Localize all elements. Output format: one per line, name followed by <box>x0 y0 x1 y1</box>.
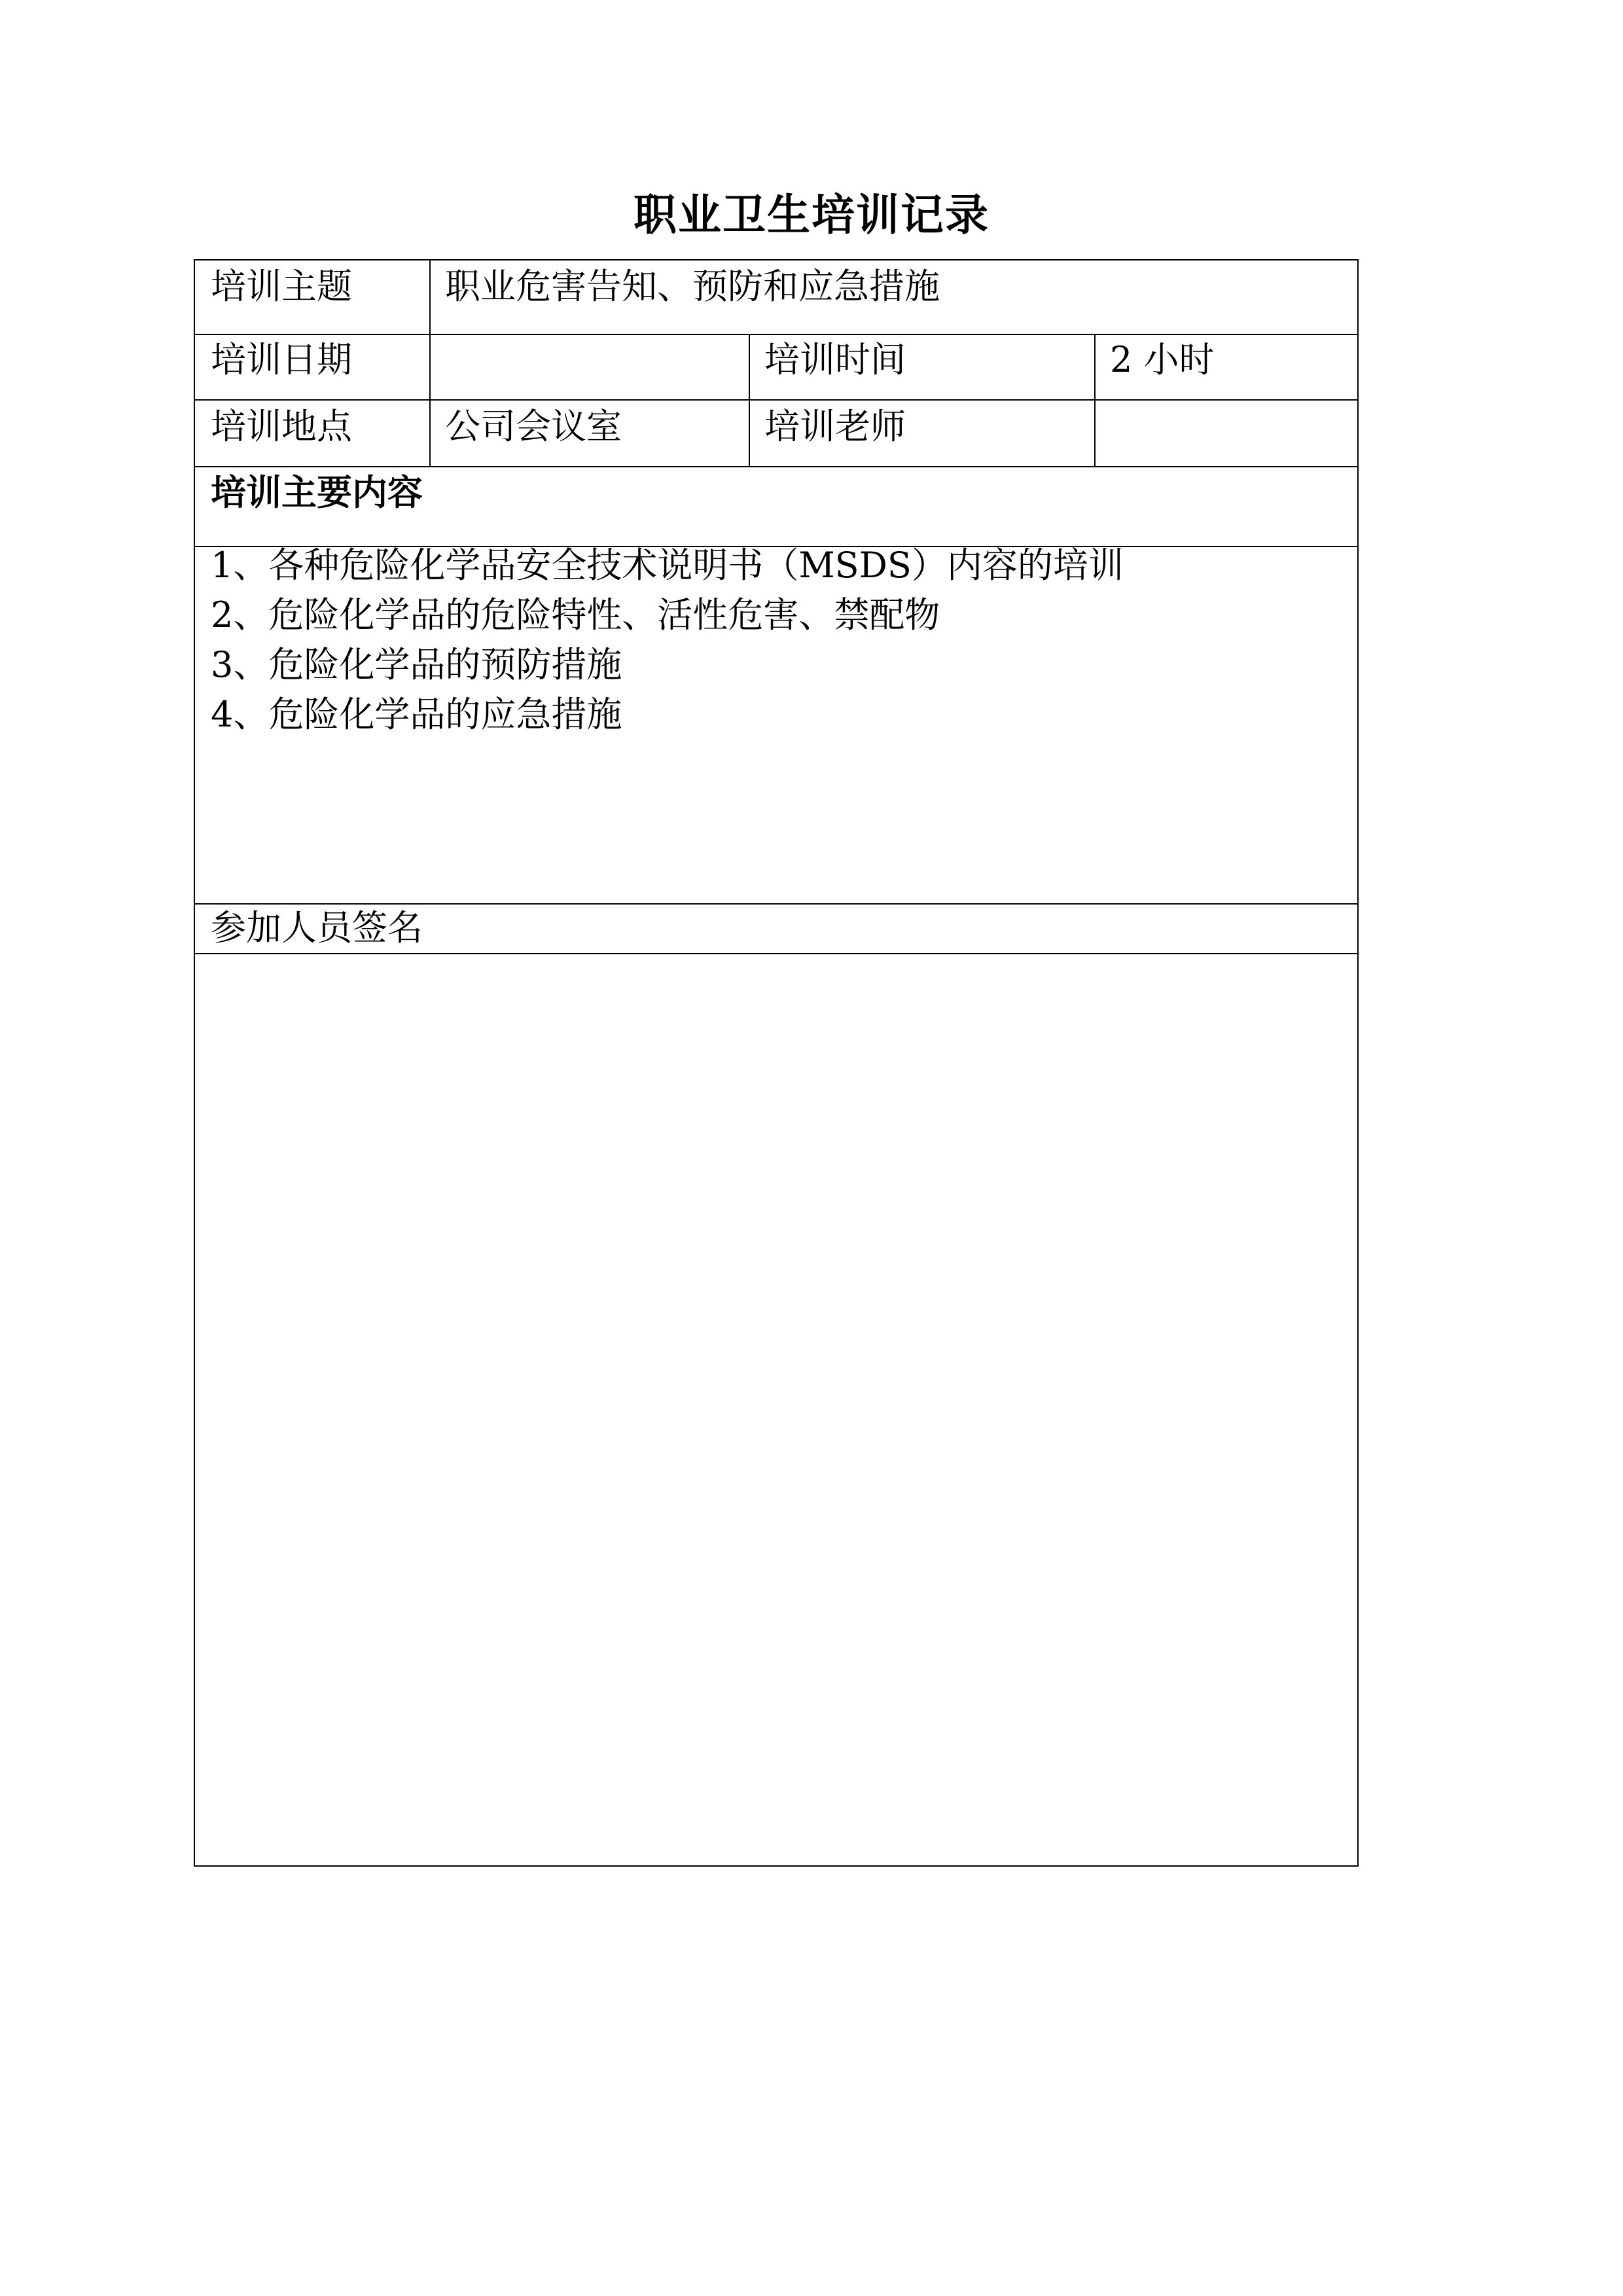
duration-value[interactable]: 2 小时 <box>1110 339 1215 380</box>
location-value[interactable]: 公司会议室 <box>445 406 622 447</box>
content-heading: 培训主要内容 <box>211 471 423 513</box>
column-divider <box>749 334 750 466</box>
signature-area[interactable] <box>195 954 1357 1865</box>
teacher-value[interactable] <box>1110 403 1332 450</box>
list-item: 2、危险化学品的危险特性、活性危害、禁配物 <box>211 594 940 636</box>
content-list <box>211 541 1124 740</box>
row-divider <box>195 399 1357 401</box>
location-label: 培训地点 <box>211 406 352 447</box>
list-item: 4、危险化学品的应急措施 <box>211 694 622 735</box>
topic-value[interactable]: 职业危害告知、预防和应急措施 <box>445 266 940 307</box>
teacher-label: 培训老师 <box>764 406 906 447</box>
row-divider <box>195 466 1357 467</box>
duration-label: 培训时间 <box>764 339 906 380</box>
document-title: 职业卫生培训记录 <box>633 189 990 240</box>
topic-label: 培训主题 <box>211 266 352 307</box>
list-item: 1、各种危险化学品安全技术说明书（MSDS）内容的培训 <box>211 545 1124 586</box>
date-label: 培训日期 <box>211 339 352 380</box>
row-divider <box>195 334 1357 335</box>
column-divider <box>1094 334 1096 466</box>
list-item: 3、危险化学品的预防措施 <box>211 644 622 685</box>
training-record-form <box>194 259 1359 1867</box>
signature-label: 参加人员签名 <box>211 907 423 948</box>
column-divider <box>429 260 431 466</box>
date-value[interactable] <box>445 336 733 384</box>
